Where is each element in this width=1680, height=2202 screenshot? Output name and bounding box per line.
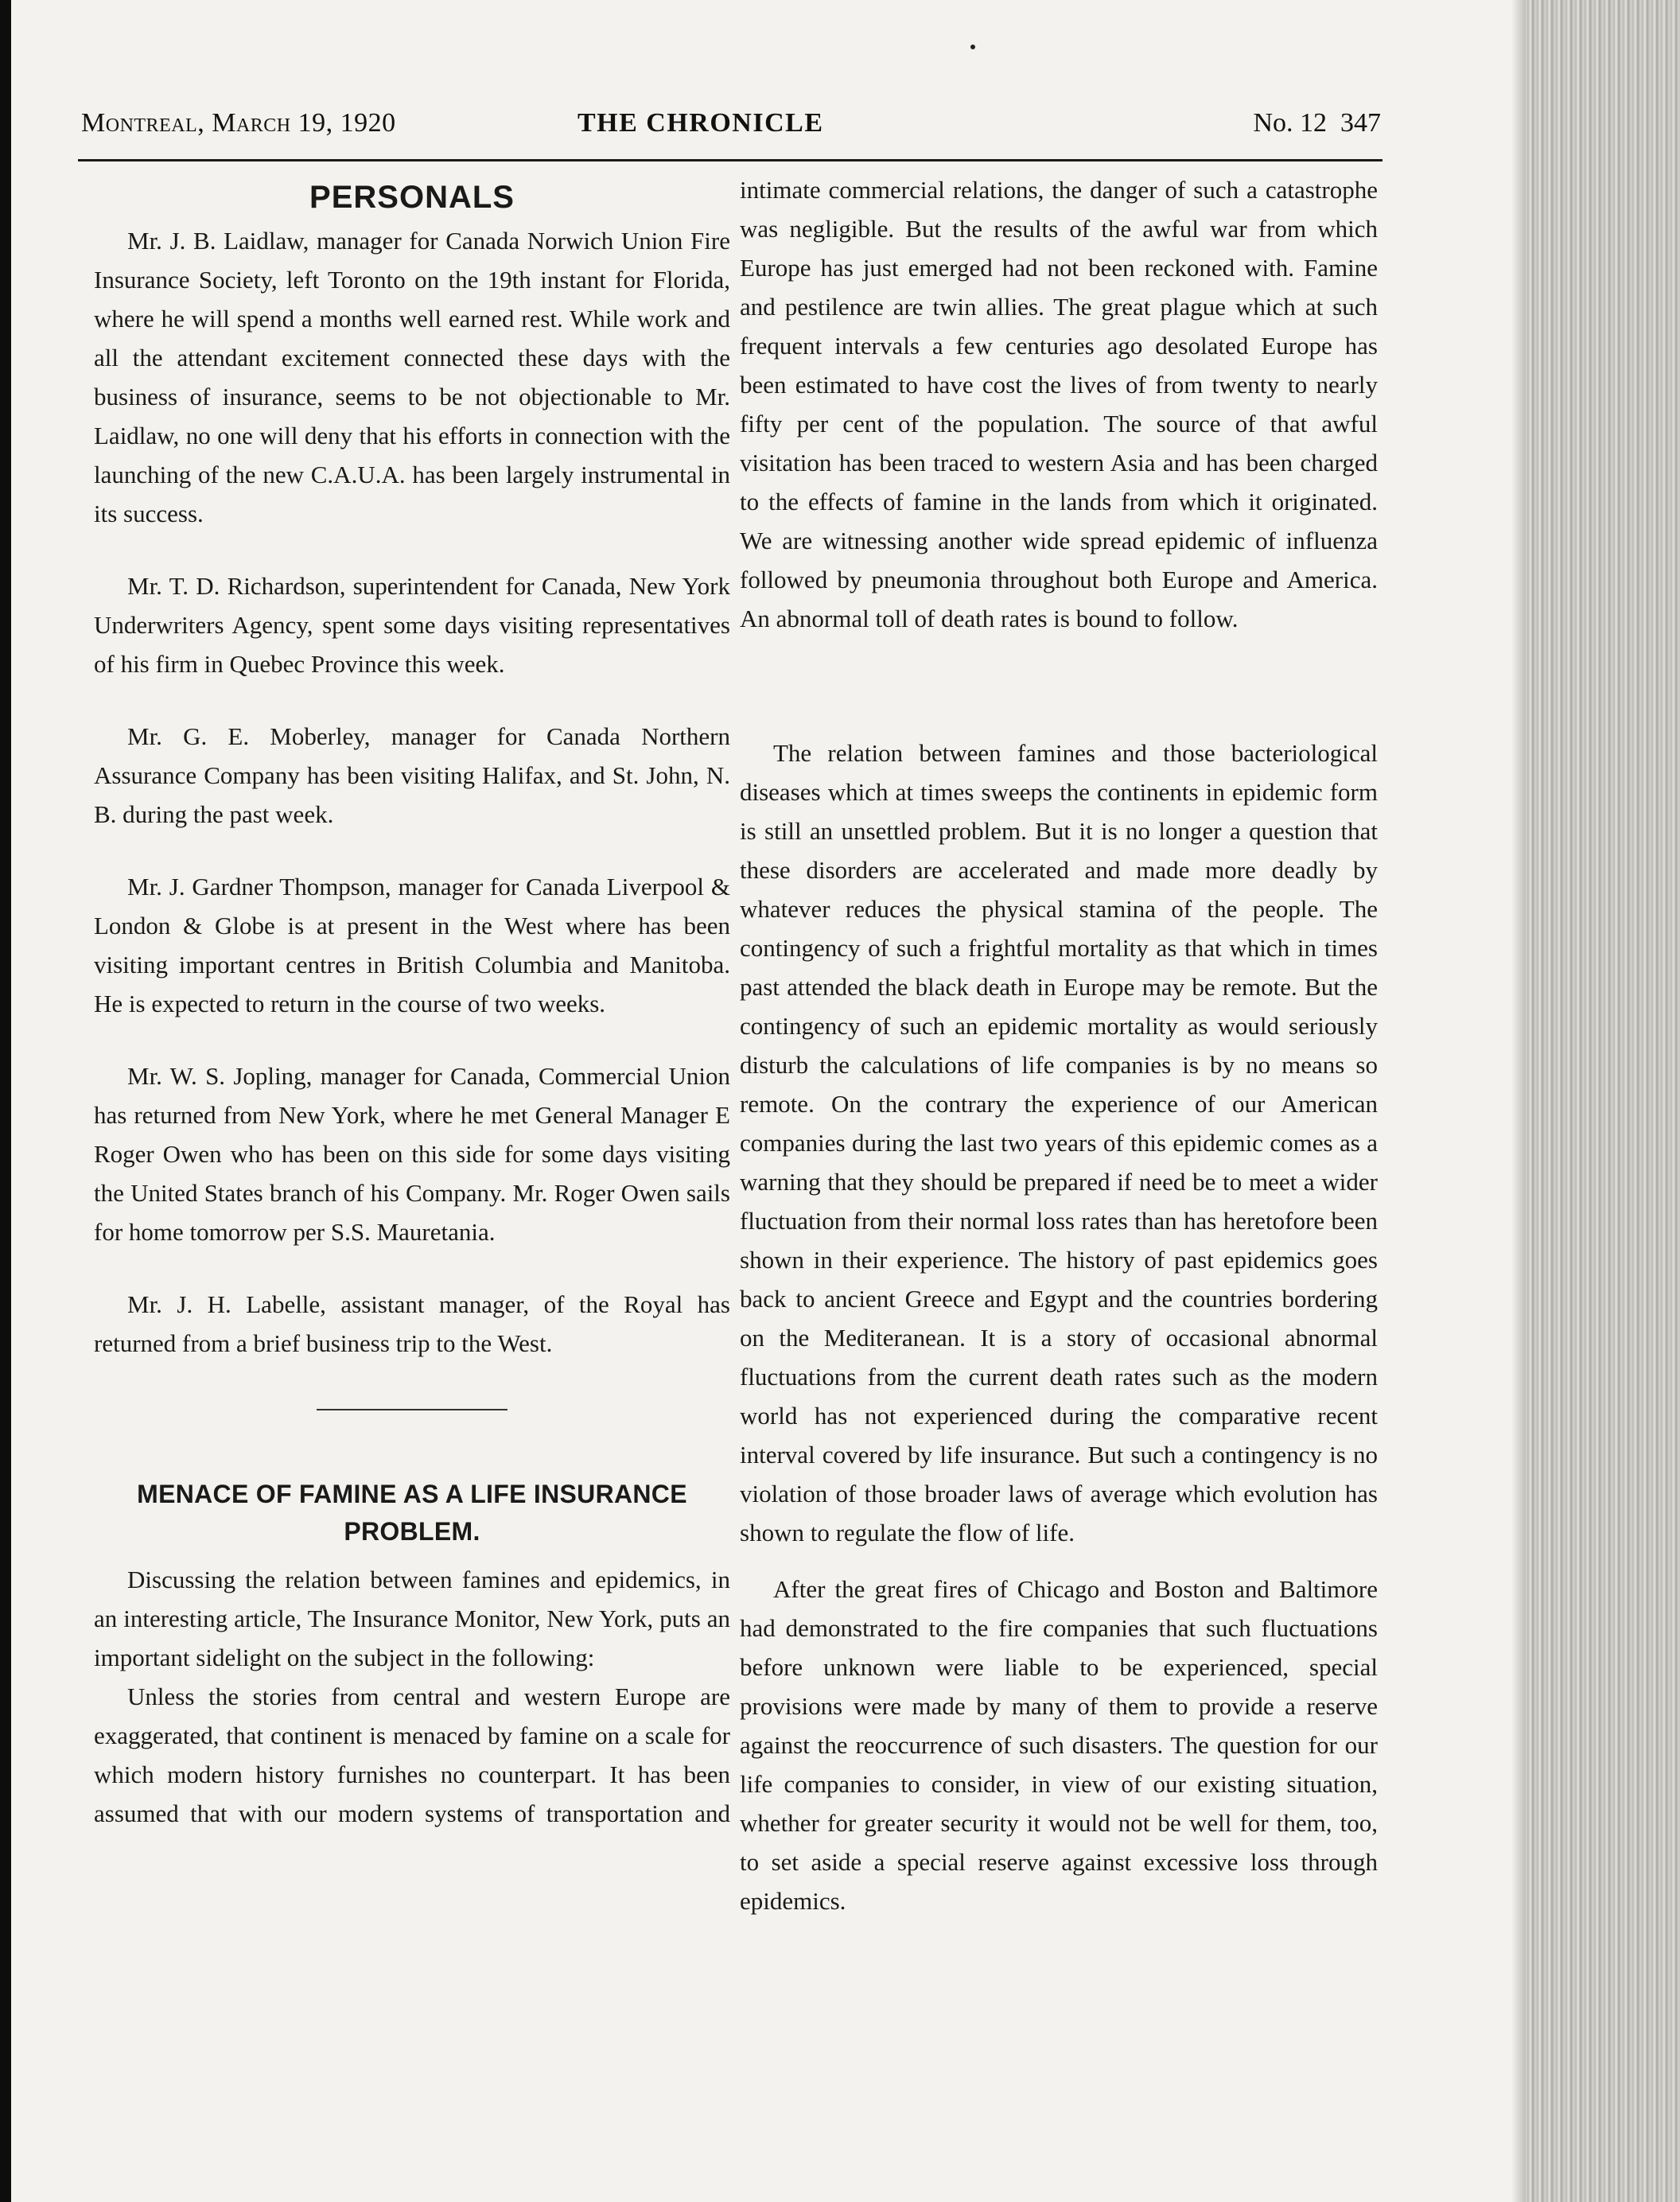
article-heading xyxy=(94,1476,730,1550)
personal-item: Mr. J. B. Laidlaw, manager for Canada Norwich Union Fire Insurance Society, left Toronto on the 19th instant for Florida, where he will spend a months well earned rest. While work and all the attendant excitement connected these days with the business of insurance, seems to be not objectionable to Mr. Laidlaw, no one will deny that his efforts in connection with the launching of the new C.A.U.A. has been largely instrumental in its success. xyxy=(94,227,730,527)
personal-item: Mr. W. S. Jopling, manager for Canada, Commercial Union has returned from New York, where he met General Manager E Roger Owen who has been on this side for some days visiting the United States branch of his Company. Mr. Roger Owen sails for home tomorrow per S.S. Mauretania. xyxy=(94,1062,730,1246)
issue-number: No. 12 xyxy=(1253,108,1327,138)
right-column xyxy=(740,170,1378,1920)
article-intro: Discussing the relation between famines and epidemics, in an interesting article, The Insurance Monitor, New York, puts an important sidelight on the subject in the following: xyxy=(94,1566,730,1671)
personal-item: Mr. G. E. Moberley, manager for Canada Northern Assurance Company has been visiting Halifax, and St. John, N. B. during the past week. xyxy=(94,722,730,828)
article-paragraph: The relation between famines and those bacteriological diseases which at times sweeps the continents in epidemic form is still an unsettled problem. But it is no longer a question that these disorders are accelerated and made more deadly by whatever reduces the physical stamina of the people. The contingency of such a frightful mortality as that which in times past attended the black death in Europe may be remote. But the contingency of such an epidemic mortality as would seriously disturb the calculations of life companies is by no means so remote. On the contrary the experience of our American companies during the last two years of this epidemic comes as a warning that they should be prepared if need be to meet a wider fluctuation from their normal loss rates than has heretofore been shown in their experience. The history of past epidemics goes back to ancient Greece and Egypt and the countries bordering on the Mediteranean. It is a story of occasional abnormal fluctuations from the current death rates such as the modern world has not experienced during the comparative recent interval covered by life insurance. But such a contingency is no violation of those broader laws of average which evolution has shown to regulate the flow of life. xyxy=(740,739,1378,1546)
article-heading-line1: MENACE OF FAMINE AS A LIFE INSURANCE xyxy=(137,1480,687,1508)
personal-item: Mr. J. Gardner Thompson, manager for Canada Liverpool & London & Globe is at present in the West where has been visiting important centres in British Columbia and Manitoba. He is expected to return in the course of two weeks. xyxy=(94,873,730,1017)
personal-item: Mr. J. H. Labelle, assistant manager, of the Royal has returned from a brief business trip to the West. xyxy=(94,1290,730,1357)
article-paragraph: Unless the stories from central and western Europe are exaggerated, that continent is menaced by famine on a scale for which modern history furnishes no counterpart. It has been assumed that with our modern systems of transportation and xyxy=(94,1683,730,1827)
article-paragraph-continued xyxy=(740,170,1378,716)
header-rule xyxy=(78,159,1382,161)
article-heading-line2: PROBLEM. xyxy=(344,1517,480,1546)
dateline: Montreal, March 19, 1920 xyxy=(81,108,396,138)
personal-item: Mr. T. D. Richardson, superintendent for Canada, New York Underwriters Agency, spent some days visiting representatives of his firm in Quebec Province this week. xyxy=(94,572,730,678)
publication-title: THE CHRONICLE xyxy=(578,108,824,138)
book-binding-gutter xyxy=(1526,0,1680,2202)
section-divider xyxy=(317,1409,508,1410)
left-column xyxy=(94,167,730,1833)
ink-speck xyxy=(970,45,975,49)
personals-heading: PERSONALS xyxy=(309,180,515,215)
issue-and-page xyxy=(1253,108,1381,138)
article-paragraph-continuation: intimate commercial relations, the danger of such a catastrophe was negligible. But the results of the awful war from which Europe has just emerged had not been reckoned with. Famine and pestilence are twin allies. The great plague which at such frequent intervals a few centuries ago desolated Europe has been estimated to have cost the lives of from twenty to nearly fifty per cent of the population. The source of that awful visitation has been traced to western Asia and has been charged to the effects of famine in the lands from which it originated. We are witnessing another wide spread epidemic of influenza followed by pneumonia throughout both Europe and America. An abnormal toll of death rates is bound to follow. xyxy=(740,176,1378,632)
running-header xyxy=(68,108,1381,148)
scan-edge xyxy=(0,0,11,2202)
article-paragraph: After the great fires of Chicago and Boston and Baltimore had demonstrated to the fire companies that such fluctuations before unknown were liable to be experienced, special provisions were made by many of them to provide a reserve against the reoccurrence of such disasters. The question for our life companies to consider, in view of our existing situation, whether for greater security it would not be well for them, too, to set aside a special reserve against excessive loss through epidemics. xyxy=(740,1575,1378,1915)
page-number: 347 xyxy=(1340,108,1381,138)
